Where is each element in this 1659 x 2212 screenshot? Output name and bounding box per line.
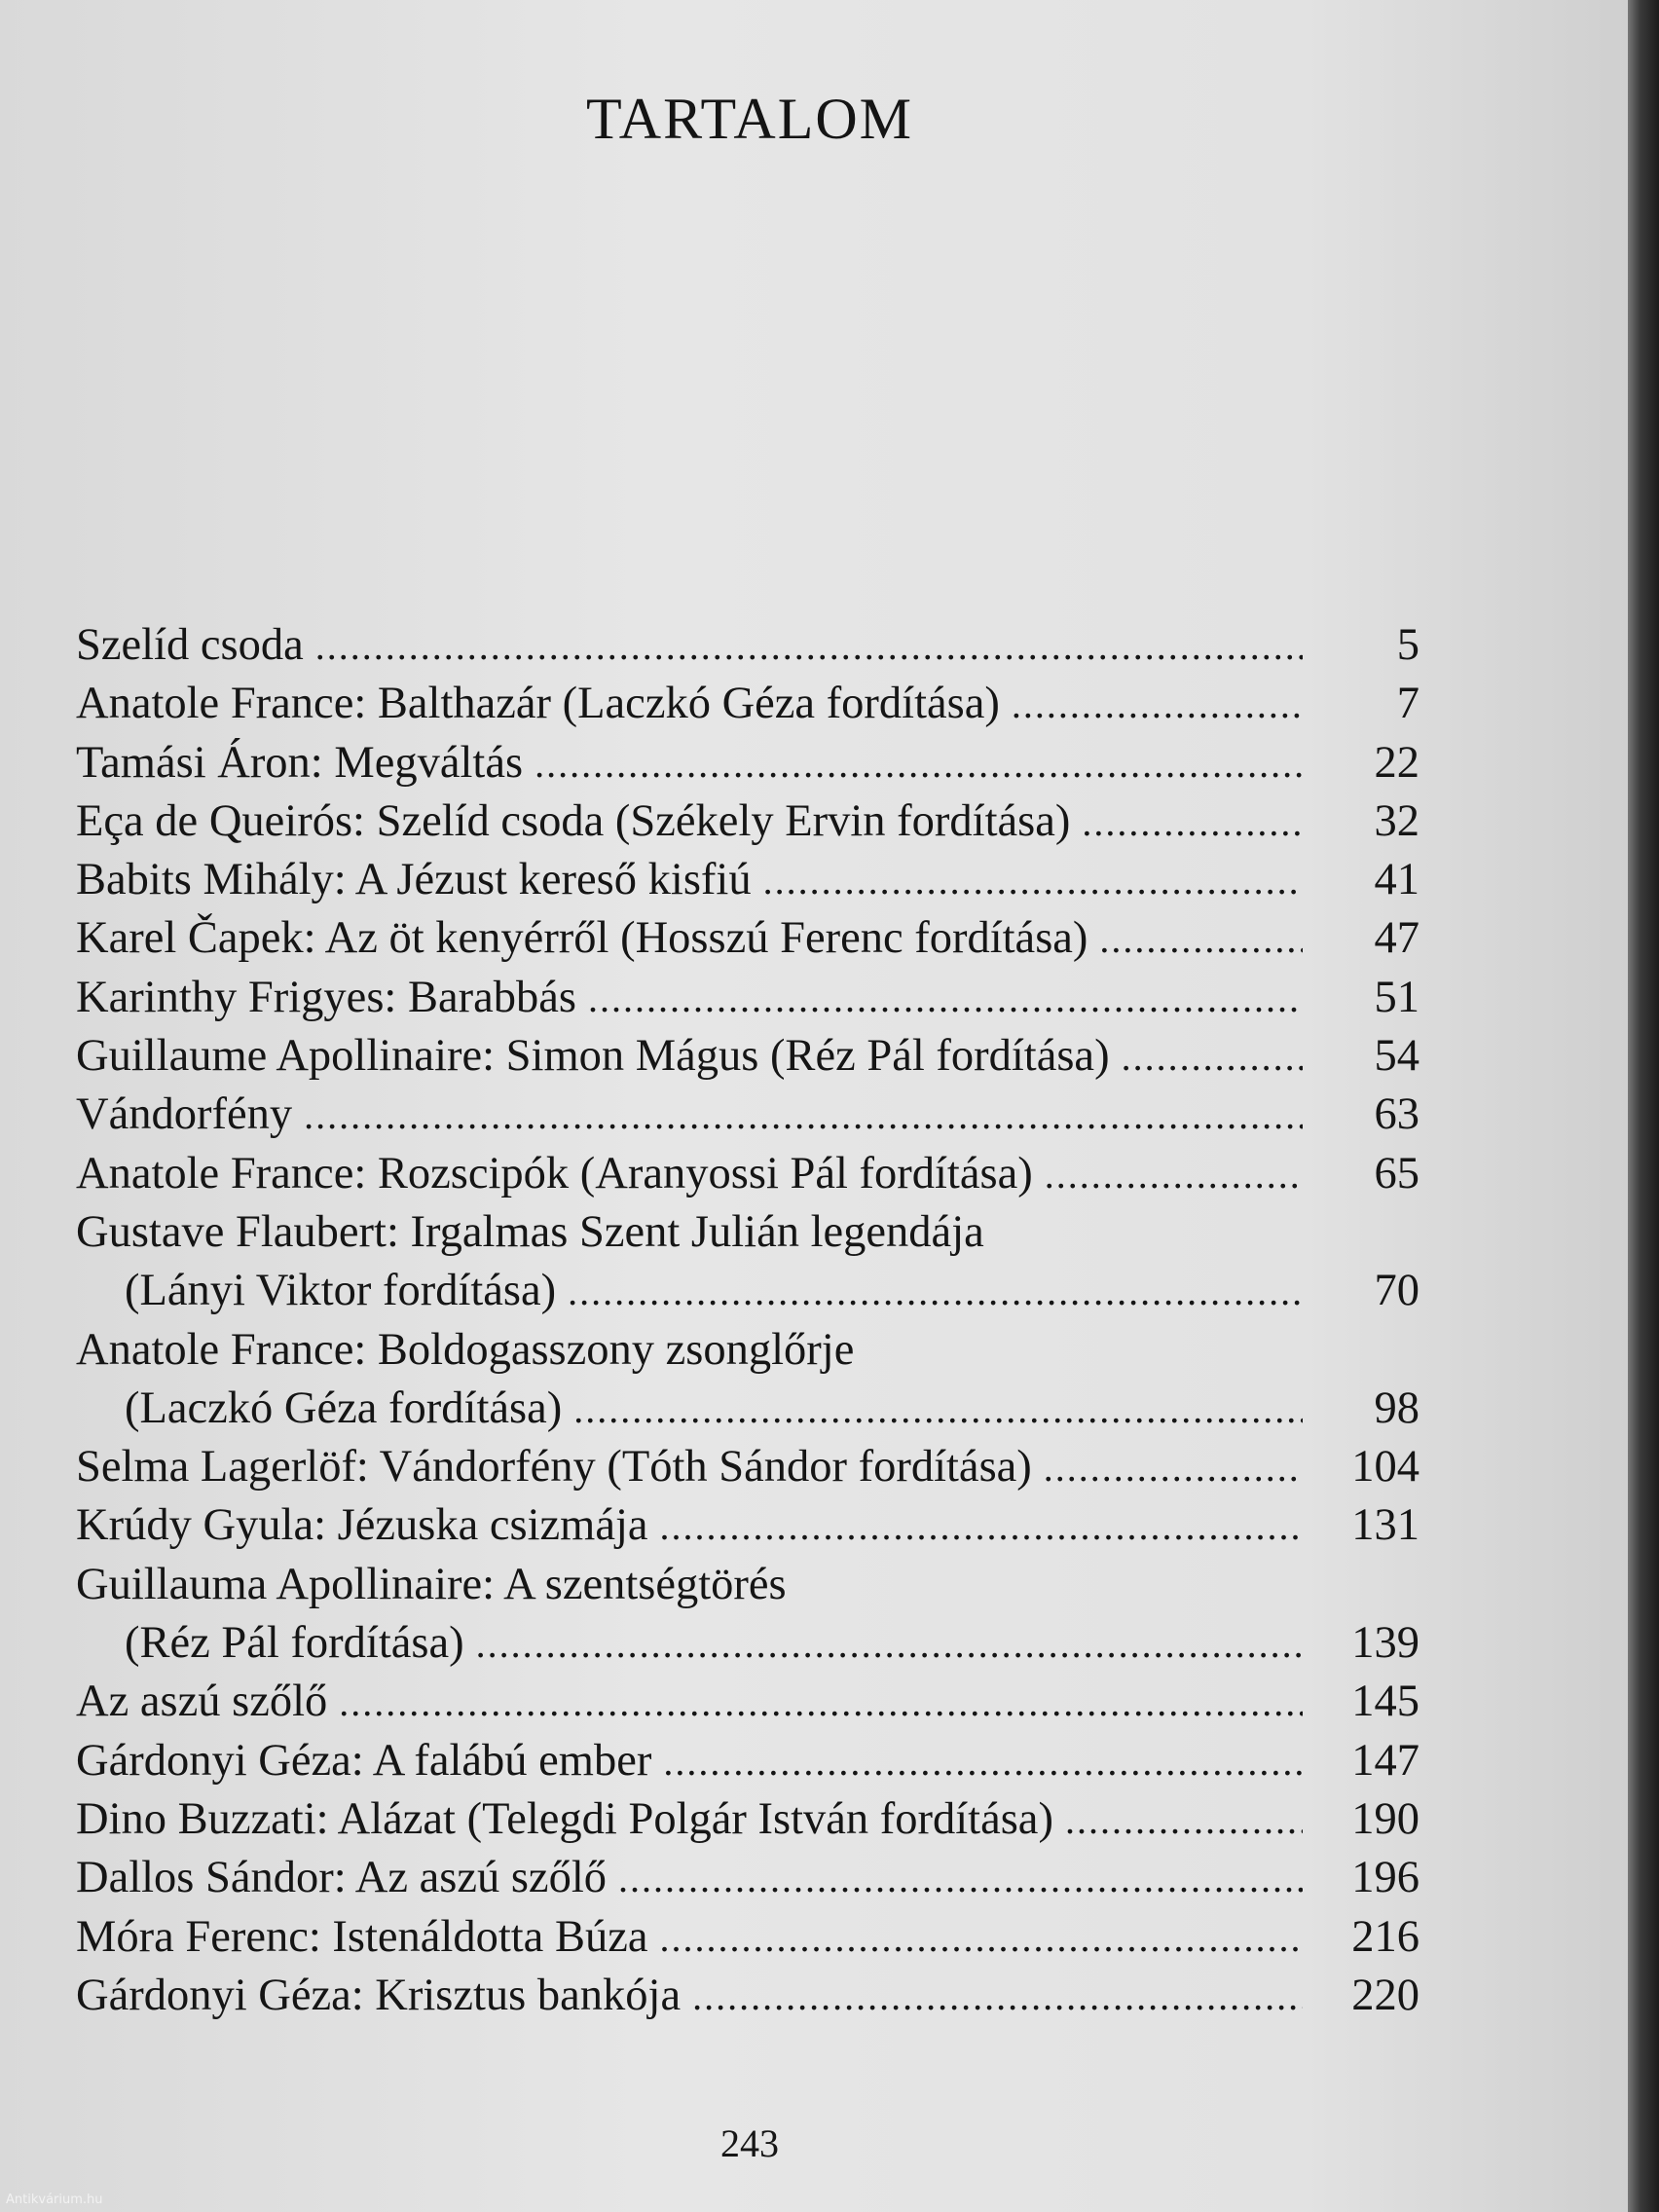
leader-dots — [588, 976, 1303, 1021]
toc-entry-heading-line — [76, 1559, 1419, 1617]
leader-dots — [573, 1386, 1303, 1432]
leader-dots — [1045, 1152, 1303, 1198]
leader-dots — [660, 1915, 1304, 1961]
toc-entry-heading-line — [76, 1206, 1419, 1265]
page-number: 243 — [720, 2121, 779, 2165]
toc-entry-title: Vándorfény — [76, 1089, 293, 1140]
toc-entry-title: Dino Buzzati: Alázat (Telegdi Polgár István fordítása) — [76, 1793, 1053, 1844]
toc-entry-page: 54 — [1374, 1031, 1419, 1082]
toc-entry — [76, 1676, 1419, 1734]
toc-entry-title: Karel Čapek: Az öt kenyérről (Hosszú Ferenc fordítása) — [76, 913, 1088, 964]
toc-entry-page: 139 — [1351, 1618, 1419, 1669]
toc-entry — [76, 1265, 1419, 1323]
toc-entry-title: Gustave Flaubert: Irgalmas Szent Julián legendája — [76, 1206, 984, 1257]
toc-entry-page: 216 — [1351, 1911, 1419, 1962]
leader-dots — [692, 1973, 1303, 2019]
leader-dots — [315, 623, 1303, 669]
toc-entry-title: Krúdy Gyula: Jézuska csizmája — [76, 1500, 648, 1551]
toc-entry — [76, 737, 1419, 795]
toc-entry — [76, 1970, 1419, 2028]
toc-entry — [76, 1088, 1419, 1147]
leader-dots — [663, 1739, 1303, 1785]
toc-entry-title: Guillaume Apollinaire: Simon Mágus (Réz Pál fordítása) — [76, 1031, 1110, 1082]
toc-entry-page: 5 — [1396, 620, 1419, 670]
toc-entry-title: Gárdonyi Géza: A falábú ember — [76, 1735, 652, 1786]
toc-entry-title: Selma Lagerlöf: Vándorfény (Tóth Sándor fordítása) — [76, 1442, 1032, 1493]
toc-entry-page: 145 — [1351, 1677, 1419, 1727]
leader-dots — [1044, 1445, 1303, 1491]
toc-entry-title: Móra Ferenc: Istenáldotta Búza — [76, 1911, 648, 1962]
toc-entry-page: 51 — [1374, 972, 1419, 1022]
toc-entry-page: 196 — [1351, 1853, 1419, 1903]
toc-entry-title: Anatole France: Balthazár (Laczkó Géza fordítása) — [76, 679, 1000, 729]
leader-dots — [339, 1679, 1303, 1725]
toc-entry-title: Anatole France: Rozscipók (Aranyossi Pál fordítása) — [76, 1148, 1033, 1198]
toc-entry — [76, 1148, 1419, 1206]
toc-entry-page: 190 — [1351, 1793, 1419, 1844]
toc-entry-heading-line — [76, 1324, 1419, 1382]
toc-entry-title: Dallos Sándor: Az aszú szőlő — [76, 1853, 607, 1903]
toc-entry-page: 131 — [1351, 1500, 1419, 1551]
toc-entry — [76, 1382, 1419, 1441]
leader-dots — [535, 741, 1303, 787]
toc-entry — [76, 1441, 1419, 1499]
watermark: Antikvárium.hu — [6, 2193, 103, 2207]
page-title: TARTALOM — [585, 87, 914, 151]
toc-entry-title: (Laczkó Géza fordítása) — [125, 1382, 563, 1433]
toc-entry-title: Karinthy Frigyes: Barabbás — [76, 972, 576, 1022]
toc-entry — [76, 795, 1419, 854]
toc-entry-page: 147 — [1351, 1735, 1419, 1786]
leader-dots — [1122, 1034, 1303, 1080]
toc-entry-page: 63 — [1374, 1089, 1419, 1140]
toc-entry-title: Eça de Queirós: Szelíd csoda (Székely Ervin fordítása) — [76, 795, 1071, 846]
toc-entry — [76, 912, 1419, 971]
book-spine-shadow — [1628, 0, 1659, 2212]
toc-entry — [76, 1911, 1419, 1970]
toc-entry-title: Gárdonyi Géza: Krisztus bankója — [76, 1970, 682, 2020]
toc-entry-page: 32 — [1374, 795, 1419, 846]
toc-entry-page: 47 — [1374, 913, 1419, 964]
toc-entry-title: (Lányi Viktor fordítása) — [125, 1266, 557, 1316]
toc-entry-page: 22 — [1374, 737, 1419, 788]
toc-entry-title: Babits Mihály: A Jézust kereső kisfiú — [76, 855, 752, 905]
toc-entry-page: 41 — [1374, 855, 1419, 905]
toc-entry-title: Szelíd csoda — [76, 620, 304, 670]
leader-dots — [763, 858, 1303, 903]
toc-entry-page: 65 — [1374, 1148, 1419, 1198]
toc-entry-title: Guillauma Apollinaire: A szentségtörés — [76, 1559, 787, 1609]
toc-entry — [76, 1735, 1419, 1793]
table-of-contents — [76, 619, 1419, 2028]
toc-entry-title: Anatole France: Boldogasszony zsonglőrje — [76, 1324, 855, 1375]
toc-entry — [76, 854, 1419, 912]
toc-entry-title: Az aszú szőlő — [76, 1677, 328, 1727]
toc-entry — [76, 1030, 1419, 1088]
toc-entry — [76, 1852, 1419, 1910]
toc-entry-page: 104 — [1351, 1442, 1419, 1493]
toc-entry-title: Tamási Áron: Megváltás — [76, 737, 524, 788]
toc-entry — [76, 1617, 1419, 1676]
leader-dots — [660, 1503, 1303, 1549]
leader-dots — [1012, 682, 1303, 727]
toc-entry-page: 98 — [1374, 1382, 1419, 1433]
toc-entry — [76, 1499, 1419, 1558]
leader-dots — [476, 1621, 1303, 1667]
toc-entry — [76, 678, 1419, 736]
leader-dots — [304, 1092, 1303, 1138]
toc-entry-page: 220 — [1351, 1970, 1419, 2020]
leader-dots — [1099, 916, 1303, 962]
leader-dots — [1082, 799, 1303, 845]
toc-entry-page: 7 — [1396, 679, 1419, 729]
leader-dots — [618, 1856, 1303, 1901]
toc-entry — [76, 972, 1419, 1030]
toc-entry — [76, 1793, 1419, 1852]
leader-dots — [1065, 1797, 1303, 1843]
leader-dots — [568, 1269, 1303, 1314]
toc-entry-title: (Réz Pál fordítása) — [125, 1618, 464, 1669]
toc-entry-page: 70 — [1374, 1266, 1419, 1316]
toc-entry — [76, 619, 1419, 678]
